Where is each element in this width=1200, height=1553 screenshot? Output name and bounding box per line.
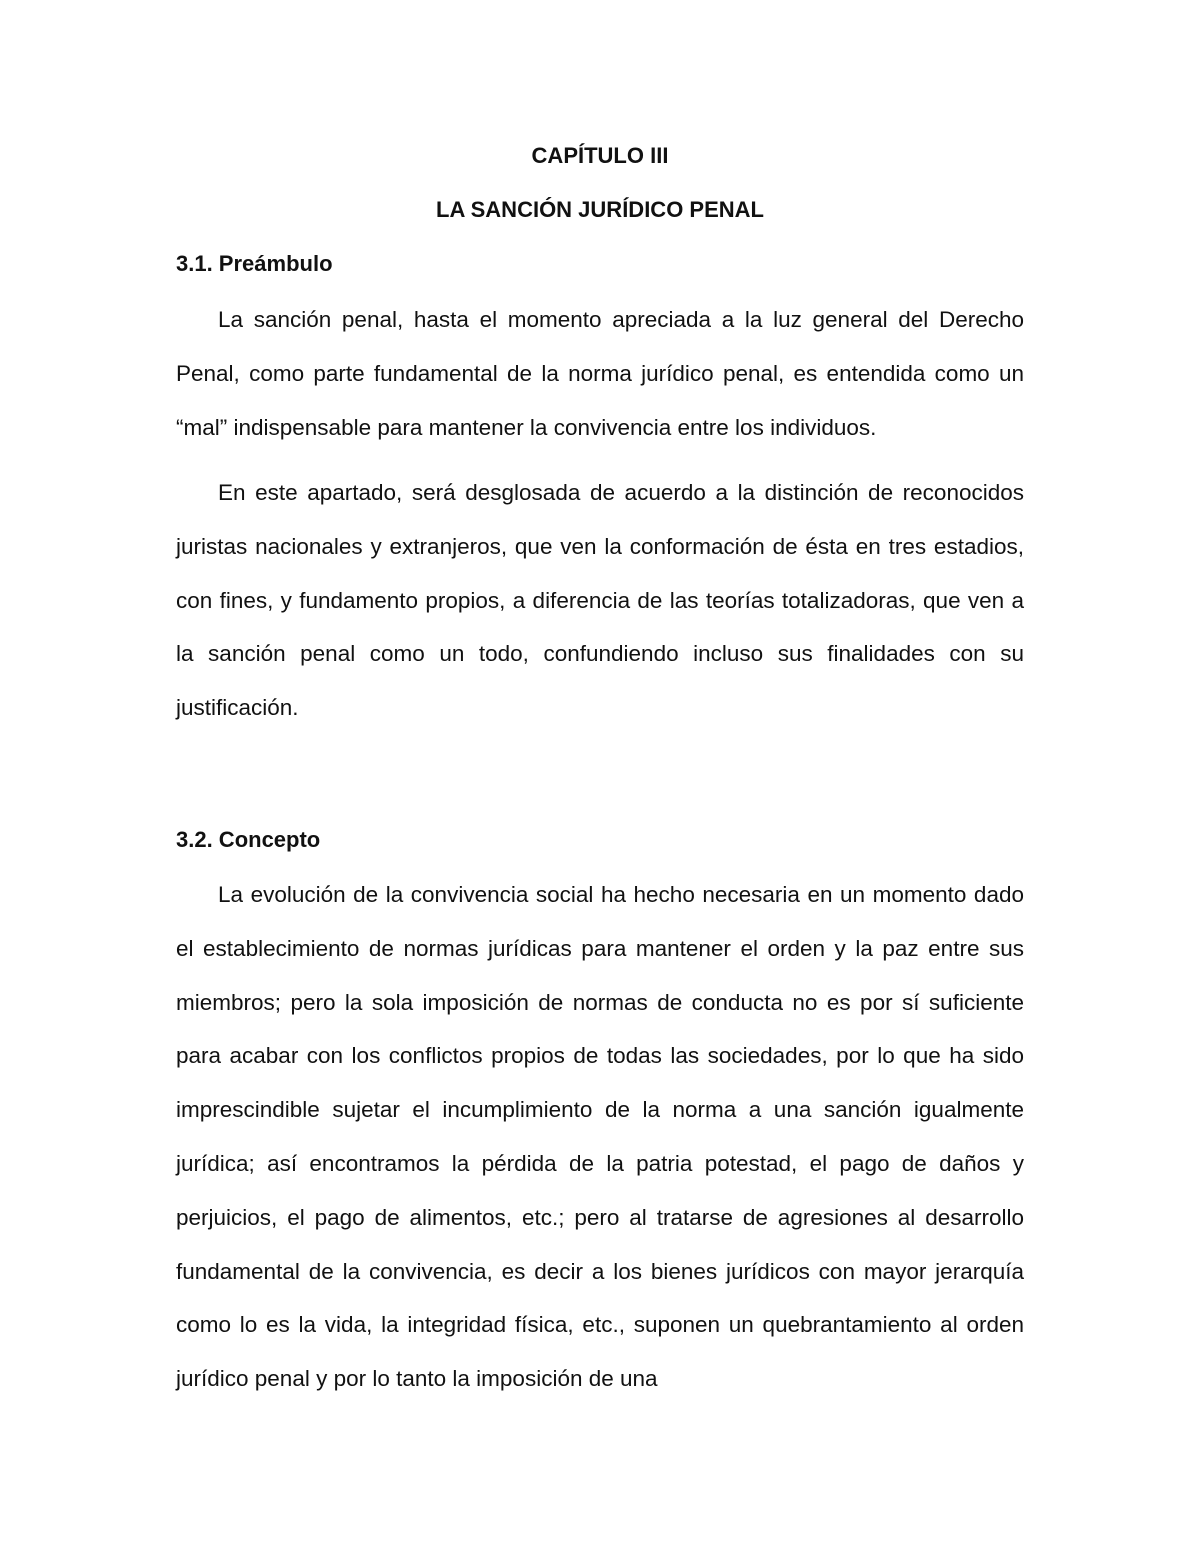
chapter-number-title: CAPÍTULO III bbox=[531, 143, 669, 168]
paragraph-preambulo-1: La sanción penal, hasta el momento apreciada a la luz general del Derecho Penal, como parte fundamental de la norma jurídico penal, es entendida como un “mal” indispensable para mantener la convivencia entre los individuos. bbox=[176, 307, 1024, 440]
chapter-main-title: LA SANCIÓN JURÍDICO PENAL bbox=[436, 197, 764, 222]
section-heading-concepto: 3.2. Concepto bbox=[176, 827, 321, 852]
paragraph-concepto-1: La evolución de la convivencia social ha hecho necesaria en un momento dado el establecimiento de normas jurídicas para mantener el orden y la paz entre sus miembros; pero la sola imposición de normas de conducta no es por sí suficiente para acabar con los conflictos propios de todas las sociedades, por lo que ha sido imprescindible sujetar el incumplimiento de la norma a una sanción igualmente jurídica; así encontramos la pérdida de la patria potestad, el pago de daños y perjuicios, el pago de alimentos, etc.; pero al tratarse de agresiones al desarrollo fundamental de la convivencia, es decir a los bienes jurídicos con mayor jerarquía como lo es la vida, la integridad física, etc., suponen un quebrantamiento al orden jurídico penal y por lo tanto la imposición de una bbox=[176, 882, 1024, 1392]
section-heading-preambulo: 3.1. Preámbulo bbox=[176, 251, 333, 276]
paragraph-preambulo-2: En este apartado, será desglosada de acuerdo a la distinción de reconocidos juristas nacionales y extranjeros, que ven la conformación de ésta en tres estadios, con fines, y fundamento propios, a diferencia de las teorías totalizadoras, que ven a la sanción penal como un todo, confundiendo incluso sus finalidades con su justificación. bbox=[176, 480, 1024, 721]
